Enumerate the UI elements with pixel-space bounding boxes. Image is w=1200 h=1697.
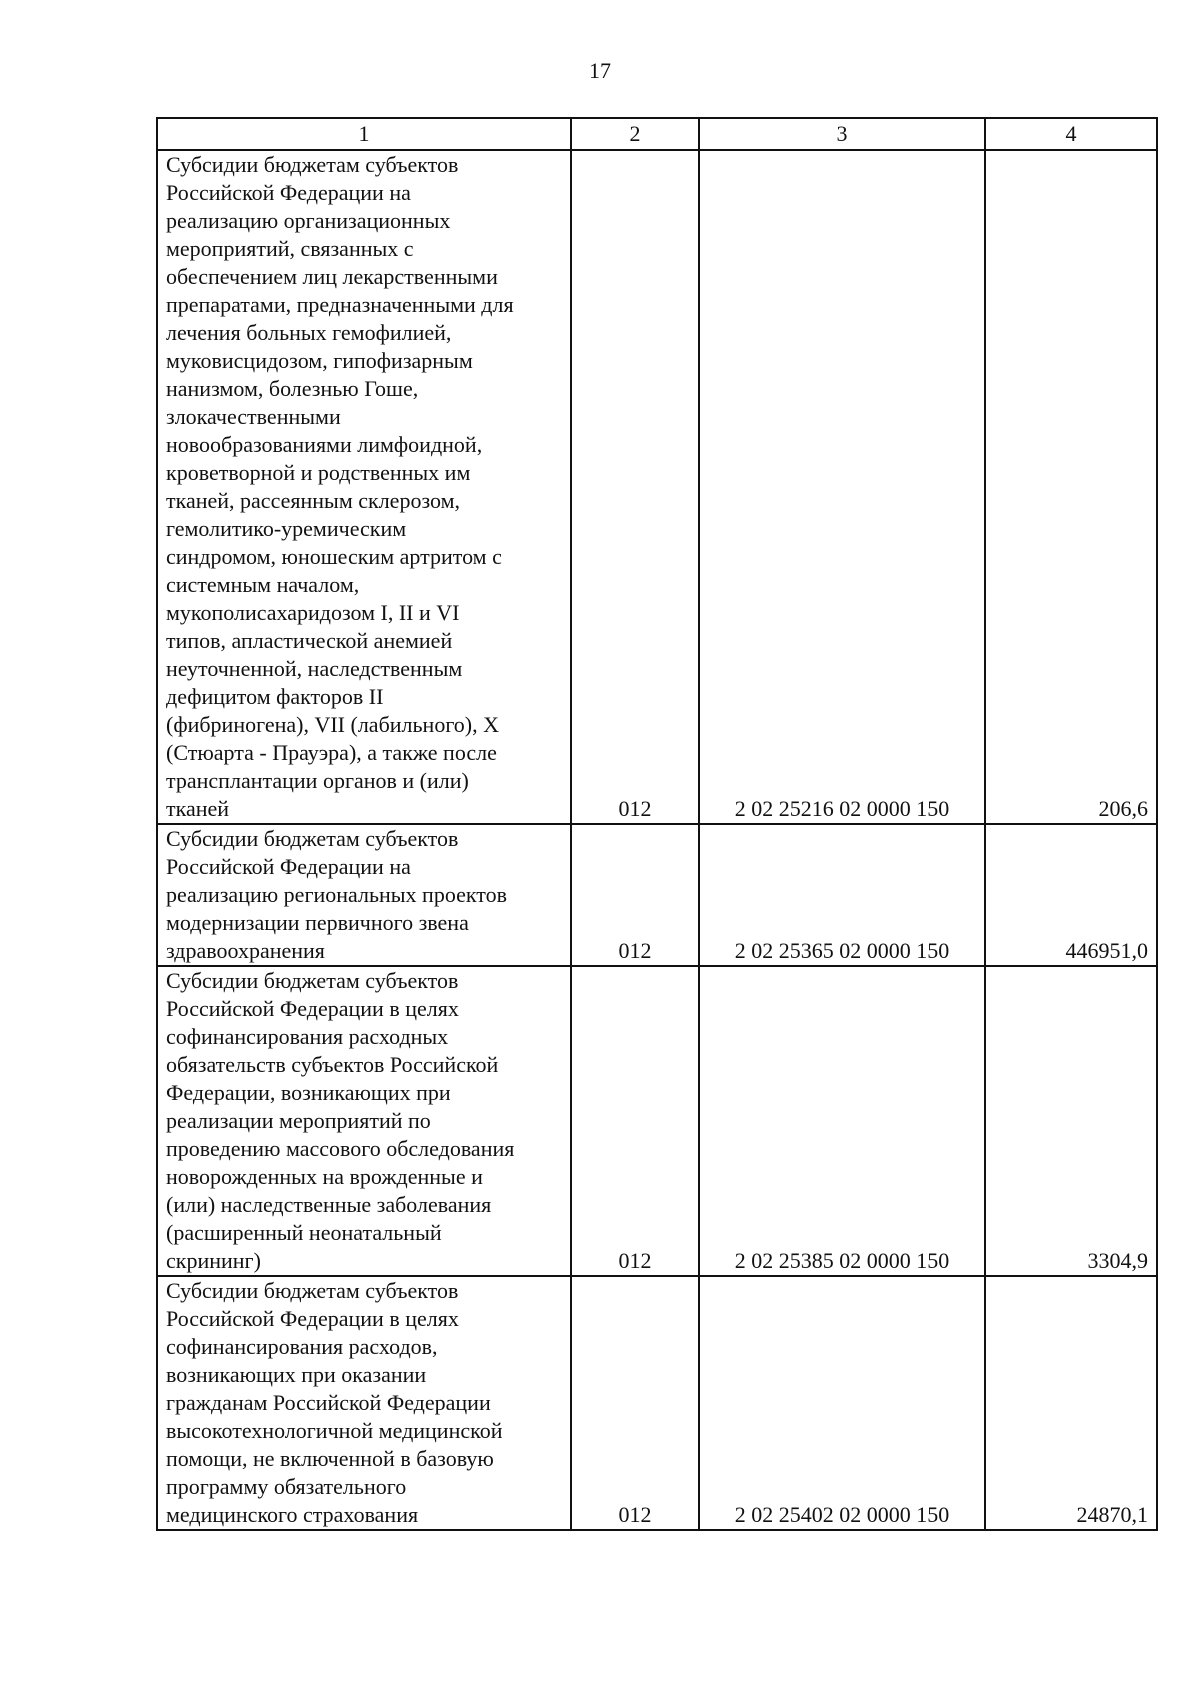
description-line: трансплантации органов и (или) bbox=[166, 768, 469, 793]
row-amount: 446951,0 bbox=[985, 824, 1157, 966]
description-line: Российской Федерации на bbox=[166, 854, 411, 879]
row-description bbox=[157, 150, 571, 824]
table-row bbox=[157, 966, 1157, 1276]
description-line: высокотехнологичной медицинской bbox=[166, 1418, 503, 1443]
description-line: здравоохранения bbox=[166, 938, 325, 963]
description-line: новорожденных на врожденные и bbox=[166, 1164, 483, 1189]
description-line: гемолитико-уремическим bbox=[166, 516, 407, 541]
table-row bbox=[157, 824, 1157, 966]
description-line: обязательств субъектов Российской bbox=[166, 1052, 499, 1077]
description-line: неуточненной, наследственным bbox=[166, 656, 463, 681]
row-budget-code: 2 02 25402 02 0000 150 bbox=[699, 1276, 985, 1530]
description-line: дефицитом факторов II bbox=[166, 684, 384, 709]
description-line: программу обязательного bbox=[166, 1474, 407, 1499]
row-budget-code: 2 02 25216 02 0000 150 bbox=[699, 150, 985, 824]
row-description bbox=[157, 1276, 571, 1530]
row-description bbox=[157, 966, 571, 1276]
description-line: кроветворной и родственных им bbox=[166, 460, 471, 485]
description-line: Российской Федерации в целях bbox=[166, 1306, 459, 1331]
header-col-1: 1 bbox=[157, 118, 571, 150]
description-line: софинансирования расходов, bbox=[166, 1334, 438, 1359]
description-line: обеспечением лиц лекарственными bbox=[166, 264, 498, 289]
description-line: гражданам Российской Федерации bbox=[166, 1390, 491, 1415]
description-line: софинансирования расходных bbox=[166, 1024, 449, 1049]
row-amount: 206,6 bbox=[985, 150, 1157, 824]
row-admin-code: 012 bbox=[571, 1276, 699, 1530]
description-line: тканей bbox=[166, 796, 230, 821]
description-line: Субсидии бюджетам субъектов bbox=[166, 968, 459, 993]
description-line: Субсидии бюджетам субъектов bbox=[166, 1278, 459, 1303]
description-line: (Стюарта - Прауэра), а также после bbox=[166, 740, 497, 765]
description-line: муковисцидозом, гипофизарным bbox=[166, 348, 473, 373]
header-col-3: 3 bbox=[699, 118, 985, 150]
row-description bbox=[157, 824, 571, 966]
description-line: реализации мероприятий по bbox=[166, 1108, 431, 1133]
description-line: возникающих при оказании bbox=[166, 1362, 427, 1387]
description-line: типов, апластической анемией bbox=[166, 628, 453, 653]
description-line: тканей, рассеянным склерозом, bbox=[166, 488, 461, 513]
header-col-2: 2 bbox=[571, 118, 699, 150]
page-number: 17 bbox=[589, 58, 611, 83]
description-line: (фибриногена), VII (лабильного), X bbox=[166, 712, 500, 737]
description-line: мероприятий, связанных с bbox=[166, 236, 414, 261]
row-amount: 24870,1 bbox=[985, 1276, 1157, 1530]
description-line: лечения больных гемофилией, bbox=[166, 320, 452, 345]
description-line: Российской Федерации в целях bbox=[166, 996, 459, 1021]
description-line: помощи, не включенной в базовую bbox=[166, 1446, 494, 1471]
row-admin-code: 012 bbox=[571, 966, 699, 1276]
description-line: мукополисахаридозом I, II и VI bbox=[166, 600, 460, 625]
row-admin-code: 012 bbox=[571, 150, 699, 824]
row-budget-code: 2 02 25365 02 0000 150 bbox=[699, 824, 985, 966]
description-line: Субсидии бюджетам субъектов bbox=[166, 152, 459, 177]
description-line: Федерации, возникающих при bbox=[166, 1080, 451, 1105]
description-line: нанизмом, болезнью Гоше, bbox=[166, 376, 419, 401]
description-line: медицинского страхования bbox=[166, 1502, 419, 1527]
row-amount: 3304,9 bbox=[985, 966, 1157, 1276]
description-line: реализацию организационных bbox=[166, 208, 451, 233]
budget-table bbox=[156, 117, 1158, 1531]
table-row bbox=[157, 150, 1157, 824]
description-line: злокачественными bbox=[166, 404, 341, 429]
row-budget-code: 2 02 25385 02 0000 150 bbox=[699, 966, 985, 1276]
description-line: препаратами, предназначенными для bbox=[166, 292, 514, 317]
description-line: скрининг) bbox=[166, 1248, 261, 1273]
description-line: проведению массового обследования bbox=[166, 1136, 515, 1161]
description-line: реализацию региональных проектов bbox=[166, 882, 507, 907]
description-line: новообразованиями лимфоидной, bbox=[166, 432, 483, 457]
row-admin-code: 012 bbox=[571, 824, 699, 966]
description-line: (или) наследственные заболевания bbox=[166, 1192, 492, 1217]
description-line: модернизации первичного звена bbox=[166, 910, 469, 935]
table-row bbox=[157, 1276, 1157, 1530]
table-body bbox=[157, 150, 1157, 1530]
description-line: (расширенный неонатальный bbox=[166, 1220, 442, 1245]
table-header-row bbox=[157, 118, 1157, 150]
description-line: Российской Федерации на bbox=[166, 180, 411, 205]
description-line: системным началом, bbox=[166, 572, 360, 597]
description-line: синдромом, юношеским артритом с bbox=[166, 544, 502, 569]
header-col-4: 4 bbox=[985, 118, 1157, 150]
description-line: Субсидии бюджетам субъектов bbox=[166, 826, 459, 851]
